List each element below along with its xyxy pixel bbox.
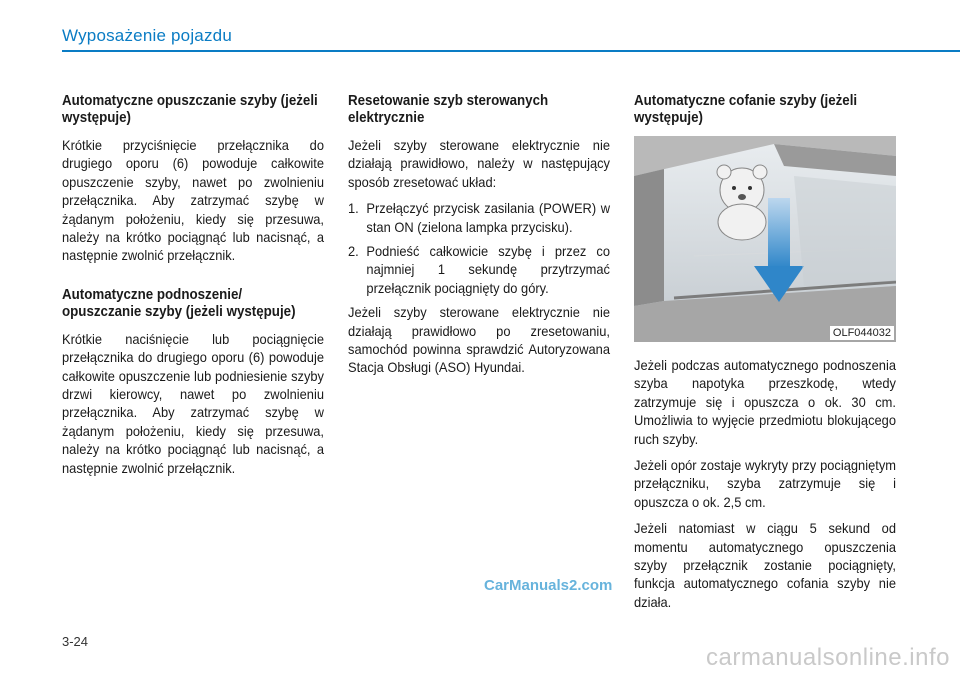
heading-reset: Resetowanie szyb sterowanych elektrycznie bbox=[348, 93, 549, 126]
paragraph-auto-up-down: Krótkie naciśnięcie lub pociągnięcie przełącznika do drugiego oporu (6) powoduje całkowite opuszczenie lub podniesienie szyby drzwi kierowcy, nawet po zwolnieniu przełącznika. Aby zatrzymać szybę w żądanym położeniu, kiedy się przesuwa, należy na krótko pociągnąć lub nacisnąć, a następnie zwolnić przełącznik. bbox=[62, 330, 324, 476]
paragraph-reset-outro: Jeżeli szyby sterowane elektrycznie nie działają prawidłowo po zresetowaniu, samochód powinna sprawdzić Autoryzowana Stacja Obsługi (ASO) Hyundai. bbox=[348, 304, 610, 376]
left-column bbox=[62, 93, 324, 485]
paragraph-auto-reverse-1: Jeżeli podczas automatycznego podnoszenia szyba napotyka przeszkodę, wtedy zatrzymuje się i opuszcza o ok. 30 cm. Umożliwia to wyjęcie przedmiotu blokującego ruch szyby. bbox=[634, 357, 896, 447]
middle-column bbox=[348, 93, 610, 385]
window-illustration bbox=[634, 136, 896, 342]
step-number: 1. bbox=[348, 200, 359, 217]
list-item bbox=[348, 242, 610, 297]
watermark: CarManuals2.com bbox=[484, 577, 613, 594]
heading-auto-up-down: Automatyczne podnoszenie/ opuszczanie szyby (jeżeli występuje) bbox=[62, 286, 296, 320]
list-item bbox=[348, 199, 610, 236]
step-text: Przełączyć przycisk zasilania (POWER) w stan ON (zielona lampka przycisku). bbox=[366, 200, 610, 235]
footer-watermark: carmanualsonline.info bbox=[706, 644, 950, 671]
heading-auto-reverse: Automatyczne cofanie szyby (jeżeli występuje) bbox=[634, 93, 858, 126]
section-title: Wyposażenie pojazdu bbox=[62, 26, 232, 45]
page-number: 3-24 bbox=[62, 634, 89, 649]
paragraph-auto-reverse-3: Jeżeli natomiast w ciągu 5 sekund od momentu automatycznego opuszczenia szyby przełącznik zostanie pociągnięty, funkcja automatycznego cofania szyby nie działa. bbox=[634, 520, 896, 610]
header-divider bbox=[62, 50, 960, 52]
step-number: 2. bbox=[348, 243, 359, 260]
paragraph-auto-reverse-2: Jeżeli opór zostaje wykryty przy pociągniętym przełączniku, szyba zatrzymuje się i opuszcza o ok. 2,5 cm. bbox=[634, 457, 896, 510]
right-column bbox=[634, 93, 896, 619]
step-text: Podnieść całkowicie szybę i przez co najmniej 1 sekundę przytrzymać przełącznik pociągnięty do góry. bbox=[366, 243, 610, 296]
car-window-drawing bbox=[634, 136, 896, 342]
teddy-bear-icon bbox=[717, 165, 767, 240]
figure-code: OLF044032 bbox=[830, 326, 894, 340]
paragraph-auto-down: Krótkie przyciśnięcie przełącznika do drugiego oporu (6) powoduje całkowite opuszczenie szyby, nawet po zwolnieniu przełącznika. Aby zatrzymać szybę w żądanym położeniu, kiedy się przesuwa, należy na krótko pociągnąć lub nacisnąć, a następnie zwolnić przełącznik. bbox=[62, 137, 324, 264]
paragraph-reset-intro: Jeżeli szyby sterowane elektrycznie nie działają prawidłowo, należy w następujący sposób zresetować układ: bbox=[348, 137, 610, 190]
heading-auto-down: Automatyczne opuszczanie szyby (jeżeli występuje) bbox=[62, 93, 318, 126]
